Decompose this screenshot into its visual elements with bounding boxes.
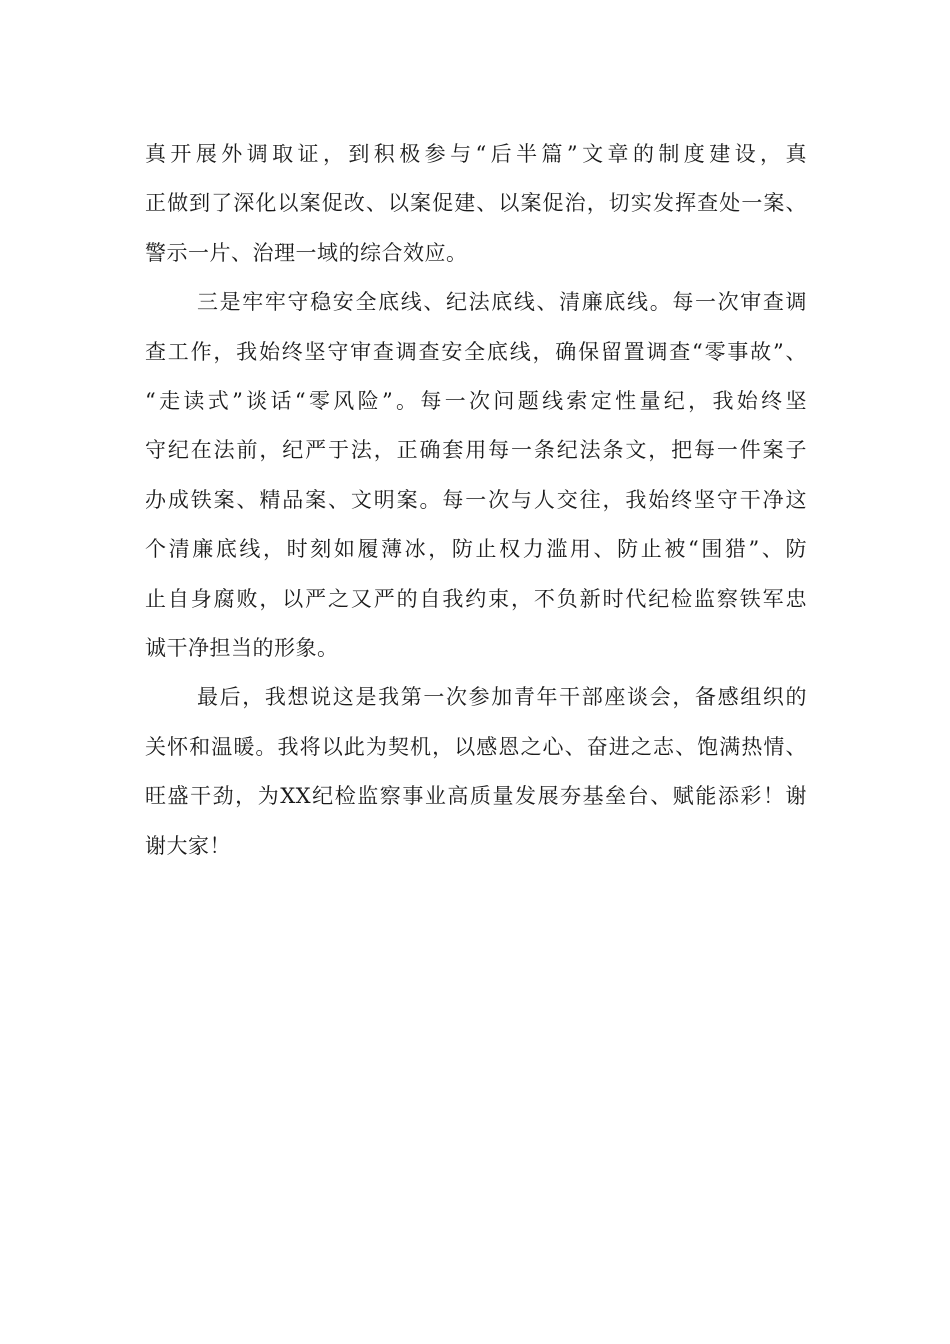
text-line: 旺盛干劲，为XX纪检监察事业高质量发展夯基垒台、赋能添彩！谢 [145,784,807,809]
text-line: 个清廉底线，时刻如履薄冰，防止权力滥用、防止被“围猎”、防 [145,537,807,562]
text-line: 关怀和温暖。我将以此为契机，以感恩之心、奋进之志、饱满热情、 [145,734,807,759]
text-line: 最后，我想说这是我第一次参加青年干部座谈会，备感组织的 [197,685,807,710]
text-line: 三是牢牢守稳安全底线、纪法底线、清廉底线。每一次审查调 [197,290,807,315]
paragraph-1 [145,130,807,278]
text-line: 正做到了深化以案促改、以案促建、以案促治，切实发挥查处一案、 [145,191,807,216]
text-line: 守纪在法前，纪严于法，正确套用每一条纪法条文，把每一件案子 [145,438,807,463]
text-line: 警示一片、治理一域的综合效应。 [145,240,468,265]
text-line: 谢大家！ [145,833,231,858]
text-line: 查工作，我始终坚守审查调查安全底线，确保留置调查“零事故”、 [145,339,807,364]
paragraph-3 [145,673,807,871]
text-line: “走读式”谈话“零风险”。每一次问题线索定性量纪，我始终坚 [145,389,807,414]
text-line: 真开展外调取证，到积极参与“后半篇”文章的制度建设，真 [145,142,807,166]
paragraph-2 [145,278,807,673]
text-line: 办成铁案、精品案、文明案。每一次与人交往，我始终坚守干净这 [145,487,807,512]
text-line: 诚干净担当的形象。 [145,636,339,661]
text-line: 止自身腐败，以严之又严的自我约束，不负新时代纪检监察铁军忠 [145,586,807,611]
document-body [145,130,807,871]
